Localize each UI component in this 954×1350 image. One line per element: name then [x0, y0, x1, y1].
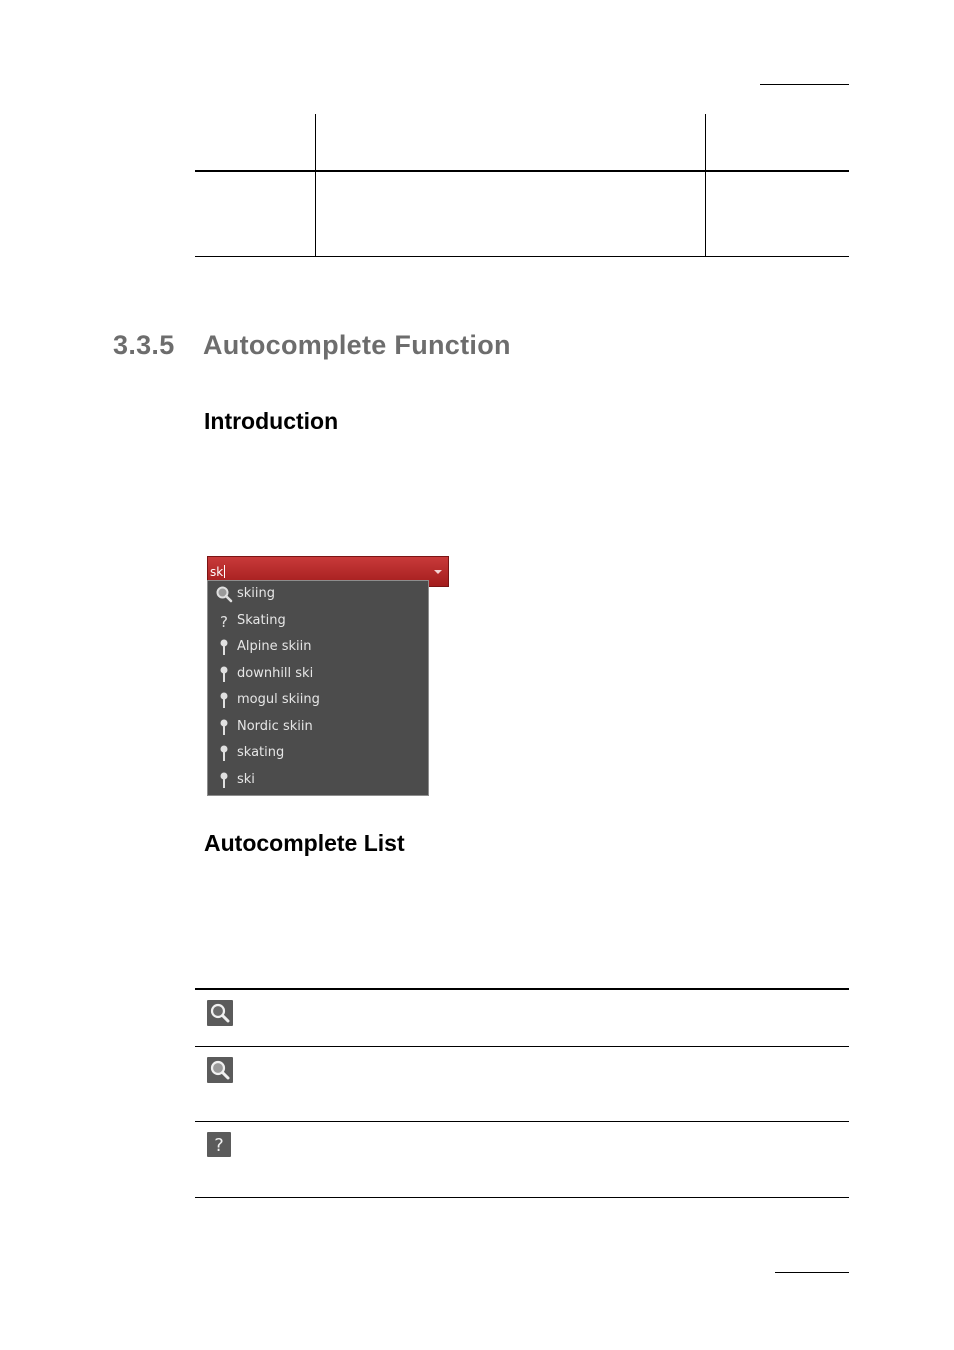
legend-row-divider — [195, 1046, 849, 1047]
text-caret — [224, 565, 225, 578]
list-item[interactable]: skating — [208, 740, 428, 766]
footer-rule — [775, 1272, 849, 1273]
list-item[interactable]: skiing — [208, 581, 428, 607]
search-icon — [207, 1000, 233, 1026]
search-icon — [215, 585, 233, 603]
autocomplete-input-value: sk — [210, 565, 224, 579]
top-table-row-divider — [195, 170, 849, 172]
chevron-down-icon[interactable] — [434, 570, 442, 574]
list-item[interactable]: downhill ski — [208, 661, 428, 687]
legend-table-bottom-rule — [195, 1197, 849, 1198]
list-item[interactable]: Alpine skiin — [208, 634, 428, 660]
search-icon — [207, 1057, 233, 1083]
legend-row-divider — [195, 1121, 849, 1122]
list-item[interactable]: Nordic skiin — [208, 714, 428, 740]
section-number: 3.3.5 — [113, 330, 175, 360]
svg-text:?: ? — [214, 1135, 224, 1156]
pin-icon — [215, 771, 233, 789]
pin-icon — [215, 665, 233, 683]
list-item[interactable]: ? Skating — [208, 608, 428, 634]
list-item[interactable]: mogul skiing — [208, 687, 428, 713]
section-heading — [113, 330, 511, 361]
pin-icon — [215, 718, 233, 736]
pin-icon — [215, 638, 233, 656]
autocomplete-widget — [207, 556, 450, 796]
svg-text:?: ? — [220, 612, 228, 630]
header-rule — [760, 84, 849, 85]
legend-table-top-rule — [195, 988, 849, 990]
autocomplete-list-heading: Autocomplete List — [204, 830, 405, 856]
top-table-col-divider-2 — [705, 114, 706, 256]
question-icon — [207, 1132, 231, 1157]
top-table-bottom-rule — [195, 256, 849, 257]
top-table-col-divider-1 — [315, 114, 316, 256]
introduction-heading: Introduction — [204, 408, 339, 434]
list-item[interactable]: ski — [208, 767, 428, 793]
pin-icon — [215, 744, 233, 762]
section-title: Autocomplete Function — [203, 330, 511, 360]
pin-icon — [215, 691, 233, 709]
autocomplete-dropdown-list — [207, 580, 429, 796]
question-icon — [215, 612, 233, 630]
